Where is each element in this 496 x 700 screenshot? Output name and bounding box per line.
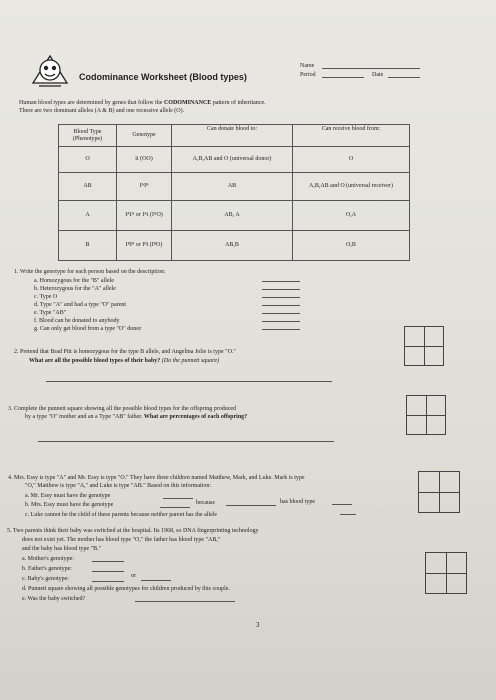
q1-answer-f[interactable]: [262, 321, 300, 322]
name-label: Name: [300, 63, 315, 69]
q2-bold: What are all the possible blood types of their baby?: [29, 358, 161, 364]
q5-or: or: [131, 573, 136, 579]
q4-answer-b1[interactable]: [160, 507, 190, 508]
q5-line-3: and the baby has blood type "B.": [22, 546, 102, 552]
cell-donate: AB,B: [172, 231, 293, 261]
q1-answer-c[interactable]: [262, 297, 300, 298]
cell-genotype: ii (OO): [117, 147, 172, 173]
period-field[interactable]: [322, 77, 364, 78]
q1-item: f. Blood can be donated to anybody: [34, 318, 120, 324]
q1-item: c. Type O: [34, 294, 58, 300]
date-label: Date: [372, 72, 384, 78]
q1-answer-g[interactable]: [262, 329, 300, 330]
q2-answer-line[interactable]: [46, 381, 332, 382]
q5-part-a: a. Mother's genotype:: [22, 556, 74, 562]
table-row: [59, 231, 410, 261]
q4-line-1: 4. Mrs. Essy is type "A" and Mr. Essy is type "O." They have three children named Matthew, Mark, and Luke. Mark is type: [8, 475, 305, 481]
q4-part-b: b. Mrs. Essy must have the genotype: [25, 502, 114, 508]
cell-donate: AB: [172, 173, 293, 201]
q5-answer-c2[interactable]: [141, 580, 171, 581]
q2-punnett-square[interactable]: [404, 326, 444, 366]
q5-answer-e[interactable]: [135, 601, 235, 602]
page-number: 3: [256, 621, 260, 629]
q3-bold: What are percentages of each offspring?: [143, 414, 248, 420]
cartoon-blood-cell-logo: [30, 48, 70, 92]
q1-answer-d[interactable]: [262, 305, 300, 306]
q4-line-2: "O," Matthew is type "A," and Luke is type "AB." Based on this information:: [25, 483, 212, 489]
cell-receive: A,B,AB and O (universal receiver): [293, 173, 410, 201]
blood-type-table: [58, 124, 410, 261]
cell-donate: AB, A: [172, 201, 293, 231]
q5-part-c: c. Baby's genotype:: [22, 576, 69, 582]
intro-line-2: There are two dominant alleles (A & B) and one recessive allele (O).: [19, 108, 185, 114]
q5-answer-a[interactable]: [92, 561, 124, 562]
q3-punnett-square[interactable]: [406, 395, 446, 435]
q1-item: b. Heterozygous for the "A" allele: [34, 286, 116, 292]
header-phenotype: Blood Type (Phenotype): [59, 125, 117, 147]
cell-donate: A,B,AB and O (universal donor): [172, 147, 293, 173]
page-title: Codominance Worksheet (Blood types): [79, 72, 247, 82]
table-row: [59, 201, 410, 231]
cell-genotype: IᴬIᴬ or Iᴬi (IᴬO): [117, 201, 172, 231]
q4-answer-b2[interactable]: [226, 505, 276, 506]
q1-answer-a[interactable]: [262, 281, 300, 282]
intro-text: Human blood types are determined by genes that follow the: [19, 100, 164, 106]
table-row: [59, 147, 410, 173]
q2-line-2: [29, 357, 409, 365]
q3-answer-line[interactable]: [38, 441, 334, 442]
q5-answer-c1[interactable]: [92, 581, 124, 582]
q4-part-a: a. Mr. Essy must have the genotype: [25, 493, 111, 499]
name-field[interactable]: [322, 68, 420, 69]
intro-text-end: pattern of inheritance.: [211, 100, 266, 106]
q4-answer-c[interactable]: [340, 514, 356, 515]
q3-text: by a type "O" mother and an a Type "AB" father.: [25, 414, 144, 420]
header-genotype: Genotype: [117, 125, 172, 147]
q4-has-blood-type: has blood type: [280, 499, 315, 505]
cell-genotype: IᴮIᴮ or Iᴮi (IᴮO): [117, 231, 172, 261]
q5-line-1: 5. Two parents think their baby was switched at the hospital. Its 1968, so DNA fingerprinting technology: [7, 528, 259, 534]
cell-type: A: [59, 201, 117, 231]
cell-receive: O: [293, 147, 410, 173]
q5-line-2: does not exist yet. The mother has blood type "O," the father has blood type "AB,": [22, 537, 221, 543]
q4-answer-a[interactable]: [163, 498, 193, 499]
q3-line-2: [25, 413, 415, 421]
q5-part-d: d. Punnett square showing all possible genotypes for children produced by this couple.: [22, 586, 230, 592]
cell-type: O: [59, 147, 117, 173]
q4-part-c: c. Luke cannot be the child of these parents because neither parent has the allele: [25, 512, 218, 518]
q5-answer-b[interactable]: [92, 571, 124, 572]
q2-italic: (Do the punnett square): [160, 358, 220, 364]
table-row: [59, 173, 410, 201]
cell-type: AB: [59, 173, 117, 201]
cell-genotype: IᴬIᴮ: [117, 173, 172, 201]
q1-answer-b[interactable]: [262, 289, 300, 290]
header-receive: Can receive blood from:: [293, 125, 410, 147]
intro-bold: CODOMINANCE: [163, 100, 212, 106]
q2-line-1: 2. Pretend that Brad Pitt is homozygous for the type B allele, and Angelina Jolie is type "O.": [14, 349, 236, 355]
cell-type: B: [59, 231, 117, 261]
q5-punnett-square[interactable]: [425, 552, 467, 594]
q1-answer-e[interactable]: [262, 313, 300, 314]
header-donate: Can donate blood to:: [172, 125, 293, 147]
q3-line-1: 3. Complete the punnett square showing all the possible blood types for the offspring produced: [8, 406, 237, 412]
q5-part-e: e. Was the baby switched?: [22, 596, 86, 602]
q5-part-b: b. Father's genotype:: [22, 566, 72, 572]
q4-punnett-square[interactable]: [418, 471, 460, 513]
q1-item: d. Type "A" and had a type "O" parent: [34, 302, 127, 308]
q4-answer-b3[interactable]: [332, 504, 352, 505]
cell-receive: O,A: [293, 201, 410, 231]
q1-item: a. Homozygous for the "B" allele: [34, 278, 114, 284]
q1-prompt: 1. Write the genotype for each person based on the description:: [14, 269, 166, 275]
period-label: Period: [300, 72, 316, 78]
cell-receive: O,B: [293, 231, 410, 261]
q1-item: g. Can only get blood from a type "O" donor: [34, 326, 142, 332]
q1-item: e. Type "AB": [34, 310, 67, 316]
intro-line-1: [19, 99, 459, 107]
date-field[interactable]: [388, 77, 420, 78]
q4-because: because: [196, 500, 215, 506]
